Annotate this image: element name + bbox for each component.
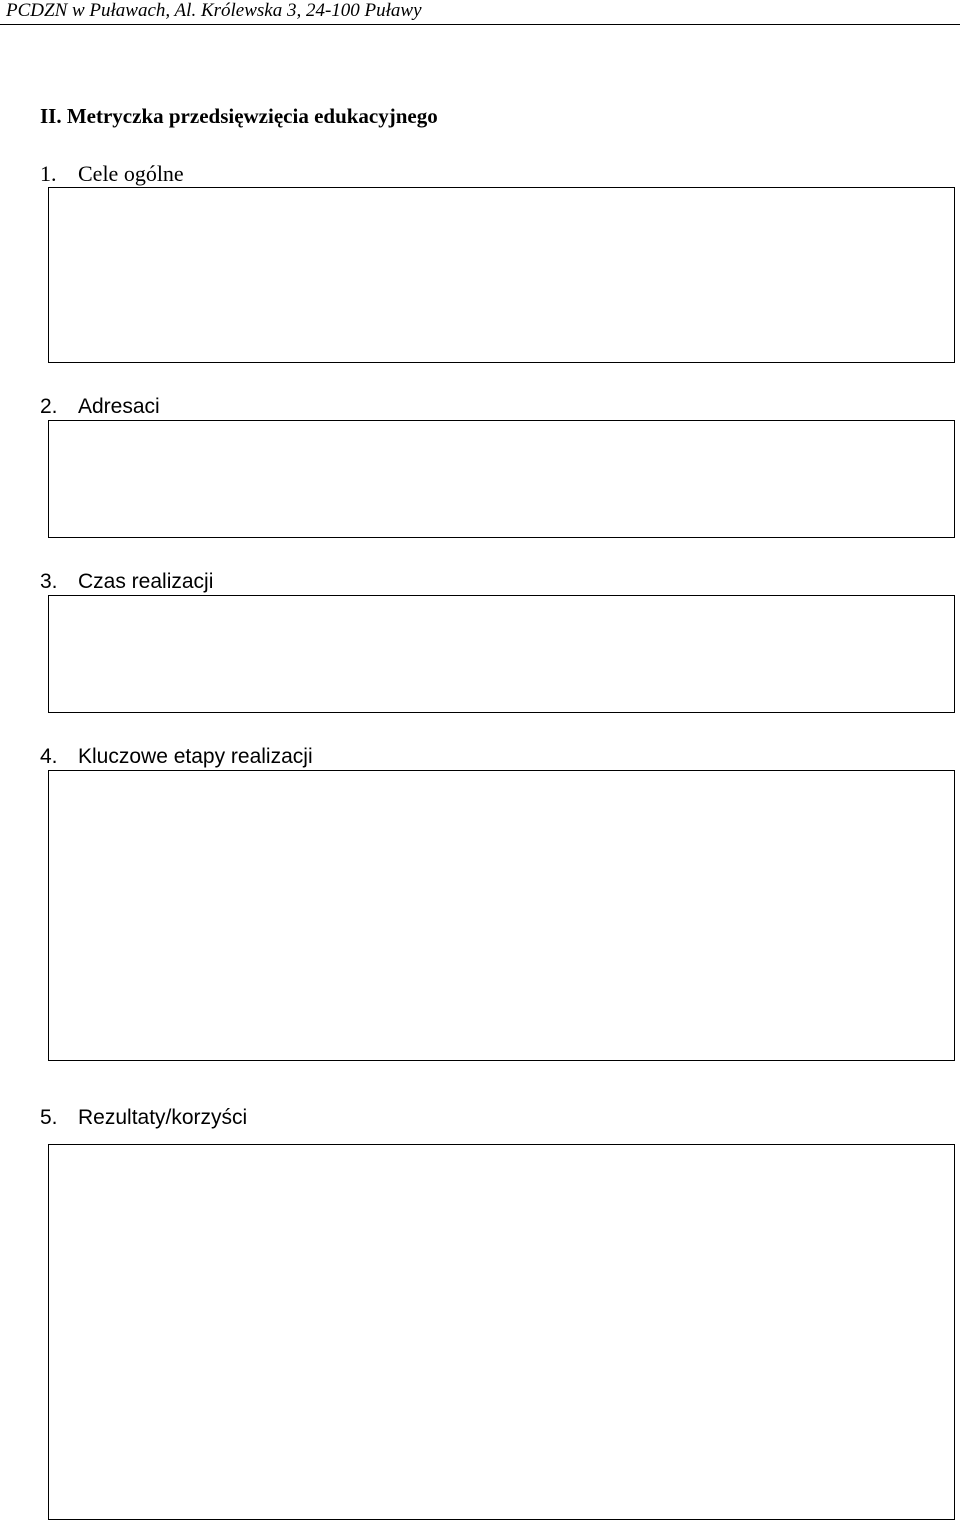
rezultaty-field[interactable]	[48, 1144, 955, 1520]
header-text: PCDZN w Puławach, Al. Królewska 3, 24-100 Puławy	[6, 0, 422, 21]
item-label-rezultaty	[40, 1105, 247, 1131]
item-number: 1.	[40, 161, 57, 186]
item-number: 2.	[40, 395, 58, 418]
czas-realizacji-field[interactable]	[48, 595, 955, 713]
item-label-cele-ogolne	[40, 161, 184, 187]
cele-ogolne-field[interactable]	[48, 187, 955, 363]
item-label-kluczowe-etapy	[40, 744, 313, 770]
item-number: 3.	[40, 570, 58, 593]
page-header	[6, 0, 422, 22]
item-text: Rezultaty/korzyści	[78, 1106, 248, 1129]
header-rule	[0, 24, 960, 25]
item-number: 4.	[40, 745, 58, 768]
kluczowe-etapy-field[interactable]	[48, 770, 955, 1061]
item-text: Czas realizacji	[78, 570, 214, 593]
item-number: 5.	[40, 1106, 58, 1129]
item-text: Cele ogólne	[78, 161, 184, 186]
item-text: Kluczowe etapy realizacji	[78, 745, 313, 768]
item-label-czas-realizacji	[40, 569, 213, 595]
item-text: Adresaci	[78, 395, 160, 418]
item-label-adresaci	[40, 394, 160, 420]
section-title: II. Metryczka przedsięwzięcia edukacyjnego	[40, 104, 438, 128]
adresaci-field[interactable]	[48, 420, 955, 538]
